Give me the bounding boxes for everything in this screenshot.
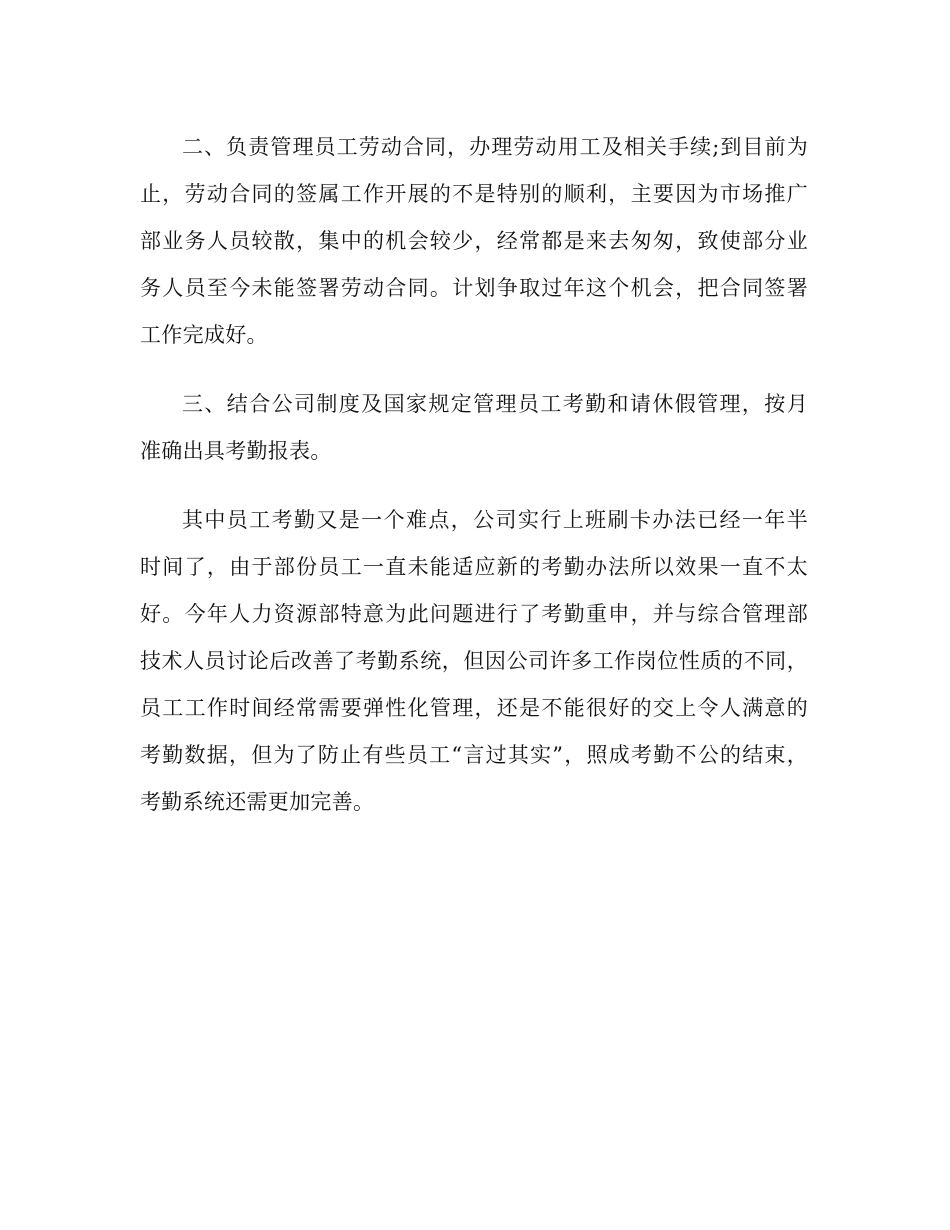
paragraph-line: 员工工作时间经常需要弹性化管理，还是不能很好的交上令人满意的 (140, 696, 808, 720)
paragraph-line: 部业务人员较散，集中的机会较少，经常都是来去匆匆，致使部分业 (140, 229, 808, 253)
paragraph-gap (140, 475, 808, 497)
paragraph-line: 好。今年人力资源部特意为此问题进行了考勤重申，并与综合管理部 (140, 602, 808, 626)
paragraph-line: 考勤系统还需更加完善。 (140, 790, 375, 814)
paragraph-line: 止，劳动合同的签属工作开展的不是特别的顺利，主要因为市场推广 (140, 182, 808, 206)
paragraph-line: 二、负责管理员工劳动合同，办理劳动用工及相关手续;到目前为 (182, 135, 808, 159)
paragraph-gap (140, 359, 808, 381)
paragraph-line: 考勤数据，但为了防止有些员工“言过其实”，照成考勤不公的结束， (140, 743, 808, 767)
paragraph-line: 务人员至今未能签署劳动合同。计划争取过年这个机会，把合同签署 (140, 276, 808, 300)
paragraph-line: 工作完成好。 (140, 323, 268, 347)
paragraph-line: 准确出具考勤报表。 (140, 439, 332, 463)
paragraph-labor-contracts (140, 124, 808, 359)
paragraph-line: 三、结合公司制度及国家规定管理员工考勤和请休假管理，按月 (182, 392, 808, 416)
document-body (140, 124, 808, 826)
paragraph-attendance-issues (140, 497, 808, 826)
paragraph-line: 其中员工考勤又是一个难点，公司实行上班刷卡办法已经一年半 (182, 508, 808, 532)
paragraph-line: 技术人员讨论后改善了考勤系统，但因公司许多工作岗位性质的不同， (140, 649, 808, 673)
paragraph-line: 时间了，由于部份员工一直未能适应新的考勤办法所以效果一直不太 (140, 555, 808, 579)
paragraph-attendance-management (140, 381, 808, 475)
